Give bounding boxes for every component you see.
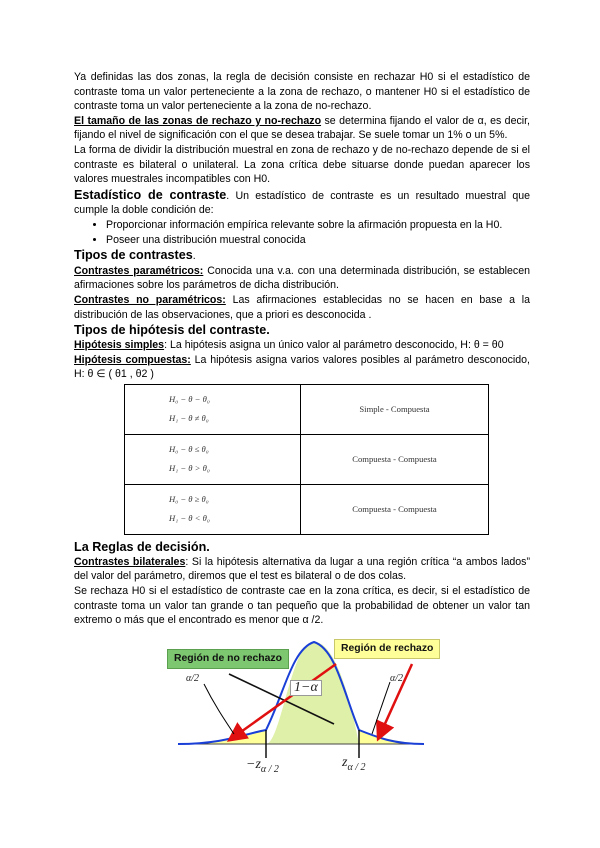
h1-formula: H₁ − θ > θ₀ (169, 463, 210, 474)
h0-formula: H₀ − θ − θ₀ (169, 394, 210, 405)
z-subscript: α / 2 (260, 763, 279, 775)
text-simple: : La hipótesis asigna un único valor al parámetro desconocido, H: θ = θ0 (164, 339, 504, 352)
term-bilateral: Contrastes bilaterales (74, 555, 186, 568)
heading-statistic: Estadístico de contraste (74, 187, 227, 202)
alpha-right-pointer (372, 682, 390, 734)
heading-contrast-types (74, 247, 530, 264)
heading-contrast-types-text: Tipos de contrastes (74, 248, 193, 263)
critical-value-left (246, 758, 279, 777)
h0-formula: H₀ − θ ≥ θ₀ (169, 494, 209, 505)
text-parametric: Conocida una v.a. con una determinada distribución, se establecen afirmaciones sobre los parámetros de dicha distribución. (74, 264, 530, 292)
label-rejection-region: Región de rechazo (334, 639, 440, 660)
paragraph-zone-shape: La forma de dividir la distribución muestral en zona de rechazo y de no-rechazo depende de si el contraste es bilateral o unilateral. La zona crítica debe situarse donde puedan aparecer los valores muestrales incompatibles con H0. (74, 143, 530, 186)
table-row (125, 384, 489, 434)
table-cell-hypotheses (125, 384, 301, 434)
table-row (125, 434, 489, 484)
h1-formula: H₁ − θ < θ₀ (169, 513, 210, 524)
h1-formula: H₁ − θ ≠ θ₀ (169, 413, 209, 424)
text-bilateral: : Si la hipótesis alternativa da lugar a una región crítica “a ambos lados” del valor del parámetro, diremos que el test es bilateral o de dos colas. (74, 555, 530, 583)
table-cell-hypotheses (125, 434, 301, 484)
heading-dot: . (192, 250, 196, 263)
right-tail-area (359, 730, 424, 744)
text-zone-size: se determina fijando el valor de α, es decir, fijando el nivel de significación con el que se desea trabajar. Se suele tomar un 1% o un 5%. (74, 114, 531, 142)
term-nonparametric: Contrastes no paramétricos: (74, 293, 226, 306)
heading-decision-rules: La Reglas de decisión. (74, 539, 210, 554)
paragraph-bilateral (74, 555, 530, 584)
text-statistic: . Un estadístico de contraste es un resultado muestral que cumple la doble condición de: (74, 189, 530, 217)
conditions-list (74, 218, 530, 247)
one-minus-alpha: 1−α (290, 680, 322, 697)
hypothesis-table (124, 384, 489, 535)
term-zone-size: El tamaño de las zonas de rechazo y no-rechazo (74, 114, 322, 127)
alpha-left-pointer (204, 684, 234, 734)
paragraph-decision-rule: Ya definidas las dos zonas, la regla de decisión consiste en rechazar H0 si el estadístico de contraste toma un valor perteneciente a la zona de rechazo, o mantener H0 si el estadístico de contraste toma un valor perteneciente a la zona de no-rechazo. (74, 71, 530, 113)
distribution-graphic (74, 634, 530, 782)
table-cell-type: Compuesta - Compuesta (301, 484, 489, 534)
table-cell-type: Simple - Compuesta (301, 384, 489, 434)
alpha-half-left: α/2 (186, 672, 200, 684)
list-item: • Proporcionar información empírica relevante sobre la afirmación propuesta en la H0. (106, 218, 530, 233)
z-subscript: α / 2 (347, 761, 366, 773)
paragraph-parametric (74, 264, 530, 293)
list-item: • Poseer una distribución muestral conocida (106, 233, 530, 248)
heading-hypothesis-types: Tipos de hipótesis del contraste. (74, 323, 270, 338)
paragraph-statistic (74, 187, 530, 218)
document-page (74, 70, 530, 782)
paragraph-zone-size (74, 114, 530, 143)
text-nonparametric: Las afirmaciones establecidas no se hacen en base a la distribución de las observaciones, que a priori es desconocida . (74, 293, 530, 321)
normal-distribution-figure (74, 634, 530, 782)
paragraph-composite (74, 353, 530, 382)
h0-formula: H₀ − θ ≤ θ₀ (169, 444, 209, 455)
z-left: −z (246, 756, 261, 772)
label-non-rejection-region: Región de no rechazo (167, 649, 289, 670)
term-composite: Hipótesis compuestas: (74, 353, 191, 366)
table-cell-type: Compuesta - Compuesta (301, 434, 489, 484)
paragraph-simple (74, 338, 530, 353)
alpha-half-right: α/2 (390, 672, 404, 684)
z-right: z (342, 754, 348, 770)
table-cell-hypotheses (125, 484, 301, 534)
paragraph-nonparametric (74, 293, 530, 322)
text-composite: La hipótesis asigna varios valores posibles al parámetro desconocido, H: θ ∈ ( θ1 , θ2 ) (74, 353, 530, 381)
term-simple: Hipótesis simples (74, 339, 165, 352)
term-parametric: Contrastes paramétricos: (74, 264, 204, 277)
table-row (125, 484, 489, 534)
critical-value-right (342, 756, 365, 775)
paragraph-reject-rule: Se rechaza H0 si el estadístico de contraste cae en la zona crítica, es decir, si el estadístico de contraste toma un valor tan grande o tan pequeño que la probabilidad de obtener un valor tan extremo o más que el encontrado es menor que α /2. (74, 585, 530, 627)
